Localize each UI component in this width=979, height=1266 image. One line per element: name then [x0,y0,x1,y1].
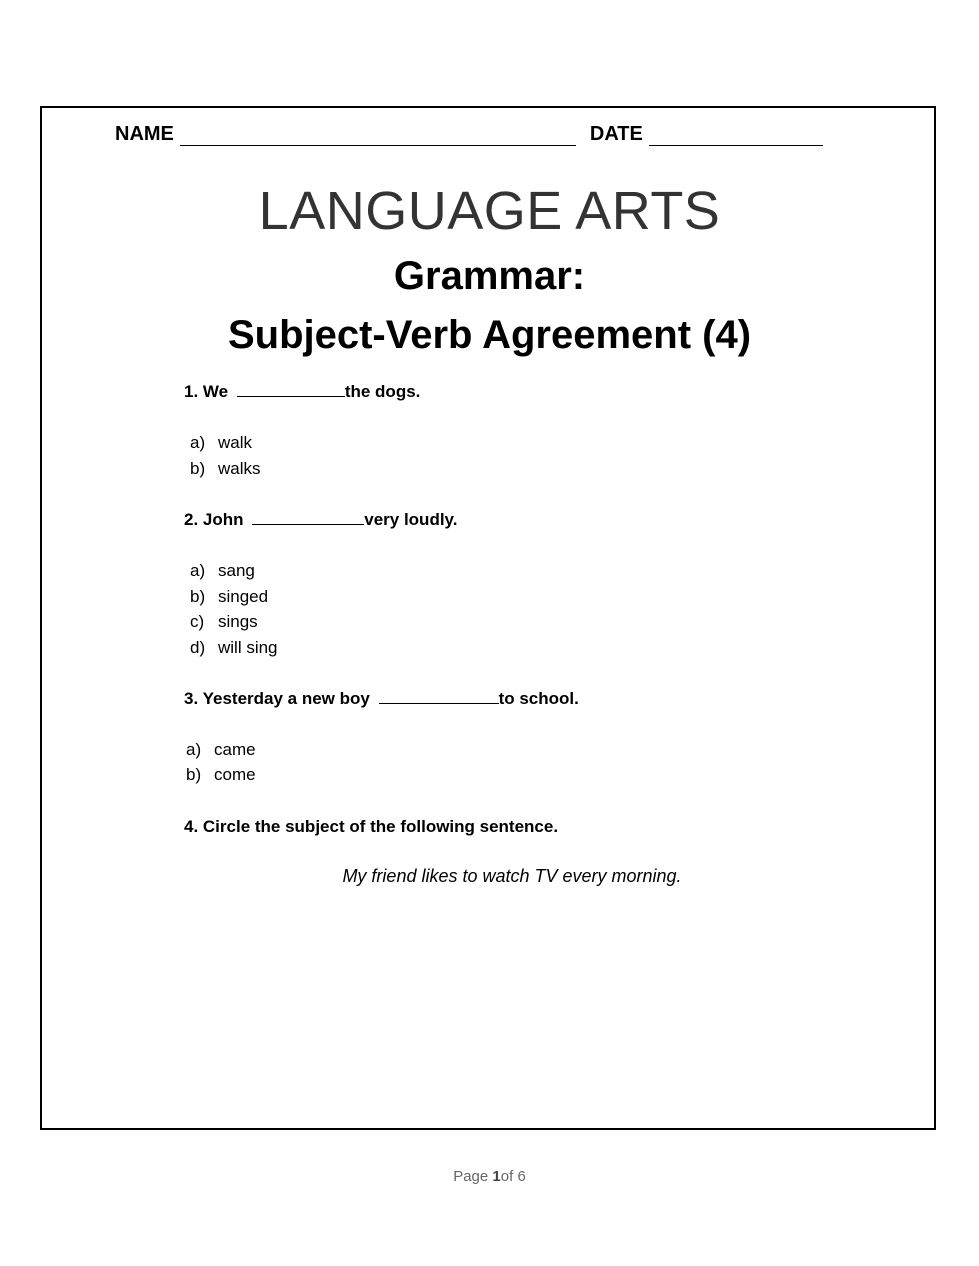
option-letter: b) [186,765,202,784]
option-text: come [214,765,256,784]
question-2-option-d [190,638,278,658]
option-text: will sing [218,638,278,657]
current-page-number: 1 [492,1168,501,1185]
option-letter: d) [190,638,206,657]
question-3-option-a [186,740,256,760]
option-text: walks [218,459,261,478]
question-2-option-a [190,561,255,581]
question-3 [184,689,579,709]
question-1-option-b [190,459,261,479]
option-text: walk [218,433,253,452]
name-blank-line [180,125,576,146]
question-4-sentence: My friend likes to watch TV every morning. [342,866,682,886]
question-1 [184,382,420,402]
of-word: of [500,1168,514,1185]
question-2-option-b [190,587,268,607]
name-label: NAME [115,123,174,145]
question-2-option-c [190,612,258,632]
option-text: came [214,740,256,759]
question-2 [184,510,457,530]
name-date-row [115,118,855,146]
question-1-suffix: the dogs. [344,382,421,401]
subtitle-topic: Subject-Verb Agreement (4) [227,313,752,357]
page-title: LANGUAGE ARTS [258,181,721,241]
question-1-prefix: 1. We [184,382,229,401]
question-2-prefix: 2. John [184,510,244,529]
question-3-prefix: 3. Yesterday a new boy [184,689,370,708]
option-letter: c) [190,612,205,631]
subtitle-grammar: Grammar: [393,254,586,298]
question-1-blank [237,382,345,397]
option-letter: a) [190,561,206,580]
question-2-blank [252,510,364,525]
question-3-suffix: to school. [498,689,579,708]
question-3-blank [379,689,499,704]
question-2-suffix: very loudly. [364,510,458,529]
question-1-option-a [190,433,252,453]
option-text: singed [218,587,269,606]
option-letter: a) [190,433,206,452]
page-footer [0,1168,979,1185]
page-word: Page [453,1168,489,1185]
date-blank-line [649,125,823,146]
option-letter: b) [190,459,206,478]
option-text: sings [218,612,258,631]
option-text: sang [218,561,255,580]
option-letter: a) [186,740,202,759]
date-label: DATE [589,123,643,145]
question-4-prompt: 4. Circle the subject of the following sentence. [184,817,559,836]
question-3-option-b [186,765,256,785]
option-letter: b) [190,587,206,606]
question-4 [184,817,558,837]
total-pages: 6 [517,1168,526,1185]
